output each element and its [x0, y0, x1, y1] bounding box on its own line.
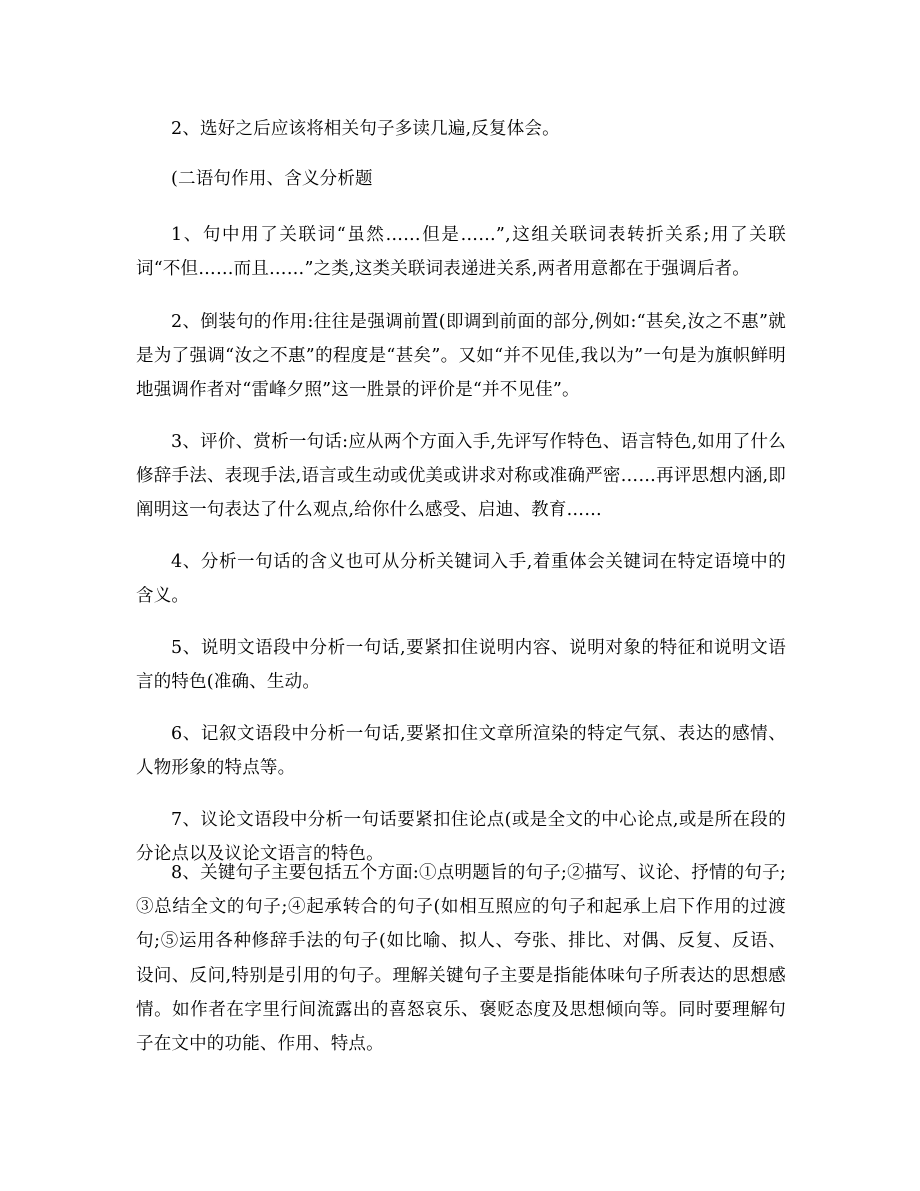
paragraph-inverted-sentences: 2、倒装句的作用:往往是强调前置(即调到前面的部分,例如:“甚矣,汝之不惠”就是为了强调“汝之不惠”的程度是“甚矣”。又如“并不见佳,我以为”一句是为旗帜鲜明地强调作者对“雷峰夕照”这一胜景的评价是“并不见佳”。 [136, 312, 786, 400]
paragraph-argumentative-text: 7、议论文语段中分析一句话要紧扣住论点(或是全文的中心论点,或是所在段的分论点以及议论文语言的特色。 [136, 810, 786, 864]
paragraph-conjunctions: 1、句中用了关联词“虽然……但是……”,这组关联词表转折关系;用了关联词“不但……而且……”之类,这类关联词表递进关系,两者用意都在于强调后者。 [136, 225, 786, 279]
paragraph-sentence-meaning: 4、分析一句话的含义也可从分析关键词入手,着重体会关键词在特定语境中的含义。 [136, 552, 786, 606]
paragraph-evaluate-sentence: 3、评价、赏析一句话:应从两个方面入手,先评写作特色、语言特色,如用了什么修辞手法、表现手法,语言或生动或优美或讲求对称或准确严密……再评思想内涵,即阐明这一句表达了什么观点,给你什么感受、启迪、教育…… [136, 432, 786, 520]
section-heading-sentence-function: (二语句作用、含义分析题 [171, 169, 373, 189]
paragraph-narrative-text: 6、记叙文语段中分析一句话,要紧扣住文章所渲染的特定气氛、表达的感情、人物形象的特点等。 [136, 724, 786, 778]
paragraph-select-sentences: 2、选好之后应该将相关句子多读几遍,反复体会。 [171, 119, 560, 139]
paragraph-expository-text: 5、说明文语段中分析一句话,要紧扣住说明内容、说明对象的特征和说明文语言的特色(准确、生动。 [136, 638, 786, 692]
paragraph-key-sentences: 8、关键句子主要包括五个方面:①点明题旨的句子;②描写、议论、抒情的句子;③总结全文的句子;④起承转合的句子(如相互照应的句子和起承上启下作用的过渡句;⑤运用各种修辞手法的句子(如比喻、拟人、夸张、排比、对偶、反复、反语、设问、反问,特别是引用的句子。理解关键句子主要是指能体味句子所表达的思想感情。如作者在字里行间流露出的喜怒哀乐、褒贬态度及思想倾向等。同时要理解句子在文中的功能、作用、特点。 [136, 863, 786, 1055]
